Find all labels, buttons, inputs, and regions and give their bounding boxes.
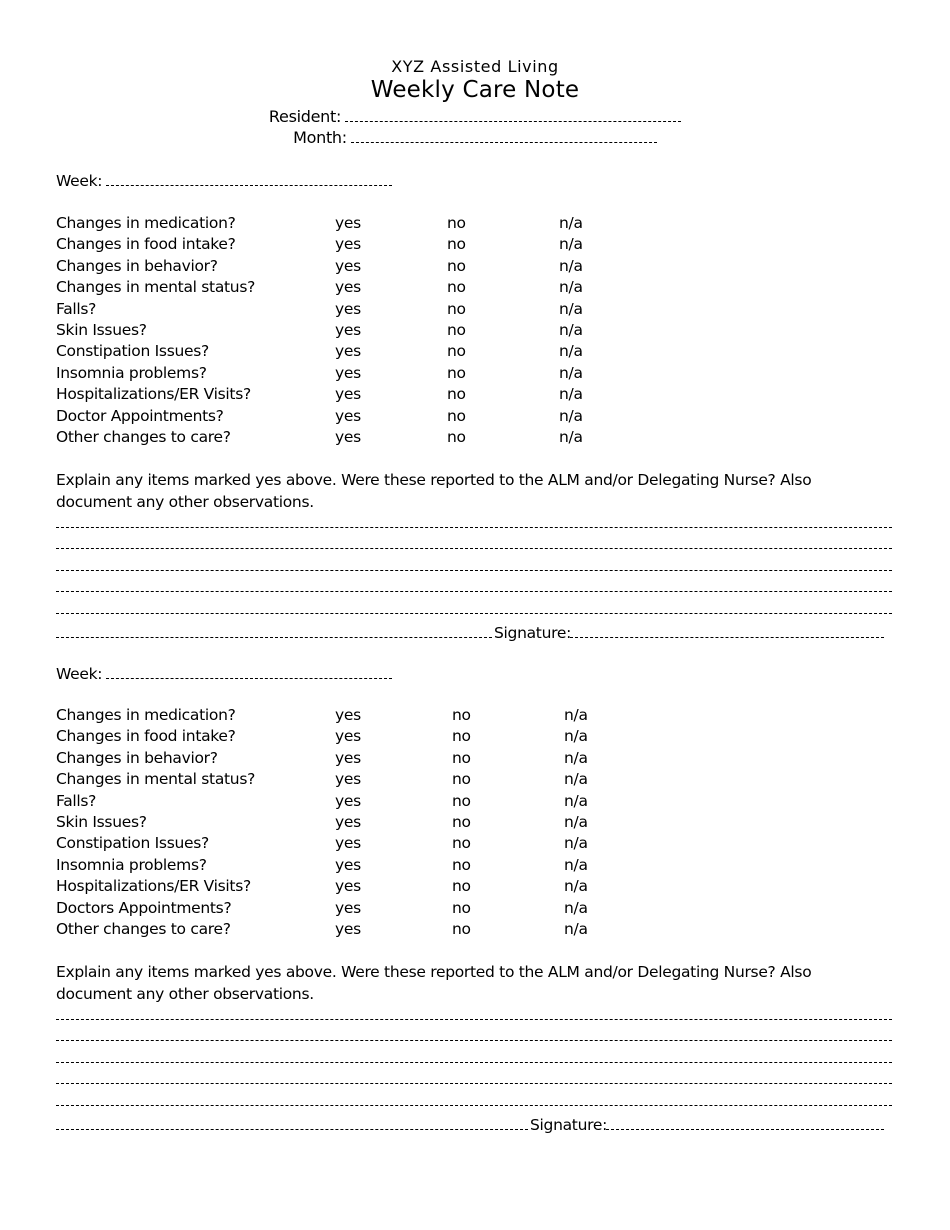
option-yes[interactable]: yes bbox=[335, 407, 361, 425]
option-na[interactable]: n/a bbox=[564, 727, 588, 745]
question-label: Constipation Issues? bbox=[56, 834, 209, 852]
option-yes[interactable]: yes bbox=[335, 834, 361, 852]
notes-line[interactable] bbox=[56, 1129, 528, 1130]
option-na[interactable]: n/a bbox=[559, 407, 583, 425]
question-label: Constipation Issues? bbox=[56, 342, 209, 360]
option-yes[interactable]: yes bbox=[335, 278, 361, 296]
option-na[interactable]: n/a bbox=[564, 749, 588, 767]
notes-line[interactable] bbox=[56, 527, 892, 528]
option-na[interactable]: n/a bbox=[559, 428, 583, 446]
option-yes[interactable]: yes bbox=[335, 706, 361, 724]
signature-label: Signature: bbox=[494, 624, 571, 642]
week-input-line[interactable] bbox=[106, 171, 392, 186]
option-na[interactable]: n/a bbox=[559, 364, 583, 382]
week-field-1 bbox=[56, 171, 392, 190]
option-na[interactable]: n/a bbox=[564, 856, 588, 874]
notes-line[interactable] bbox=[56, 1083, 892, 1084]
option-na[interactable]: n/a bbox=[559, 300, 583, 318]
week-label: Week: bbox=[56, 665, 103, 683]
signature-row-1 bbox=[56, 620, 886, 642]
question-label: Falls? bbox=[56, 792, 97, 810]
week-field-2 bbox=[56, 664, 392, 683]
month-input-line[interactable] bbox=[351, 128, 657, 143]
option-no[interactable]: no bbox=[452, 792, 471, 810]
option-na[interactable]: n/a bbox=[564, 813, 588, 831]
option-yes[interactable]: yes bbox=[335, 214, 361, 232]
option-yes[interactable]: yes bbox=[335, 727, 361, 745]
notes-line[interactable] bbox=[56, 548, 892, 549]
option-yes[interactable]: yes bbox=[335, 428, 361, 446]
option-no[interactable]: no bbox=[452, 727, 471, 745]
option-yes[interactable]: yes bbox=[335, 792, 361, 810]
option-na[interactable]: n/a bbox=[564, 920, 588, 938]
option-yes[interactable]: yes bbox=[335, 899, 361, 917]
resident-input-line[interactable] bbox=[345, 107, 681, 122]
month-label: Month: bbox=[293, 128, 347, 147]
page-title: Weekly Care Note bbox=[370, 77, 580, 103]
option-yes[interactable]: yes bbox=[335, 749, 361, 767]
option-no[interactable]: no bbox=[452, 920, 471, 938]
option-no[interactable]: no bbox=[447, 235, 466, 253]
explain-instructions-2: Explain any items marked yes above. Were these reported to the ALM and/or Delegating Nurse? Also document any other observations. bbox=[56, 963, 812, 1003]
notes-line[interactable] bbox=[56, 1105, 892, 1106]
resident-label: Resident: bbox=[268, 107, 342, 126]
option-yes[interactable]: yes bbox=[335, 920, 361, 938]
question-label: Hospitalizations/ER Visits? bbox=[56, 877, 251, 895]
option-no[interactable]: no bbox=[447, 278, 466, 296]
option-na[interactable]: n/a bbox=[559, 321, 583, 339]
notes-line[interactable] bbox=[56, 591, 892, 592]
question-label: Changes in behavior? bbox=[56, 749, 218, 767]
option-no[interactable]: no bbox=[447, 321, 466, 339]
option-no[interactable]: no bbox=[447, 385, 466, 403]
question-label: Falls? bbox=[56, 300, 97, 318]
option-na[interactable]: n/a bbox=[564, 834, 588, 852]
notes-line[interactable] bbox=[56, 613, 892, 614]
signature-row-2 bbox=[56, 1112, 886, 1134]
option-yes[interactable]: yes bbox=[335, 342, 361, 360]
option-na[interactable]: n/a bbox=[559, 214, 583, 232]
option-na[interactable]: n/a bbox=[559, 235, 583, 253]
notes-line[interactable] bbox=[56, 1040, 892, 1041]
question-label: Changes in mental status? bbox=[56, 770, 256, 788]
option-no[interactable]: no bbox=[447, 428, 466, 446]
question-label: Hospitalizations/ER Visits? bbox=[56, 385, 251, 403]
question-label: Changes in food intake? bbox=[56, 235, 236, 253]
option-no[interactable]: no bbox=[452, 706, 471, 724]
question-label: Skin Issues? bbox=[56, 813, 147, 831]
question-label: Other changes to care? bbox=[56, 920, 231, 938]
week-input-line[interactable] bbox=[106, 664, 392, 679]
option-na[interactable]: n/a bbox=[564, 899, 588, 917]
question-label: Doctor Appointments? bbox=[56, 407, 224, 425]
option-yes[interactable]: yes bbox=[335, 257, 361, 275]
option-yes[interactable]: yes bbox=[335, 877, 361, 895]
option-no[interactable]: no bbox=[452, 813, 471, 831]
signature-input-line[interactable] bbox=[570, 637, 884, 638]
option-no[interactable]: no bbox=[452, 856, 471, 874]
signature-label: Signature: bbox=[530, 1116, 607, 1134]
option-no[interactable]: no bbox=[452, 834, 471, 852]
question-label: Changes in food intake? bbox=[56, 727, 236, 745]
option-yes[interactable]: yes bbox=[335, 770, 361, 788]
option-yes[interactable]: yes bbox=[335, 300, 361, 318]
notes-line[interactable] bbox=[56, 1019, 892, 1020]
option-na[interactable]: n/a bbox=[564, 792, 588, 810]
organization-name: XYZ Assisted Living bbox=[391, 57, 559, 76]
week-label: Week: bbox=[56, 172, 103, 190]
option-na[interactable]: n/a bbox=[564, 706, 588, 724]
option-no[interactable]: no bbox=[447, 257, 466, 275]
option-na[interactable]: n/a bbox=[564, 770, 588, 788]
resident-field bbox=[0, 107, 950, 126]
option-na[interactable]: n/a bbox=[559, 278, 583, 296]
option-yes[interactable]: yes bbox=[335, 813, 361, 831]
option-no[interactable]: no bbox=[447, 214, 466, 232]
option-na[interactable]: n/a bbox=[559, 342, 583, 360]
question-label: Insomnia problems? bbox=[56, 856, 207, 874]
question-label: Other changes to care? bbox=[56, 428, 231, 446]
option-no[interactable]: no bbox=[452, 749, 471, 767]
explain-instructions-1: Explain any items marked yes above. Were these reported to the ALM and/or Delegating Nurse? Also document any other observations. bbox=[56, 471, 812, 511]
option-yes[interactable]: yes bbox=[335, 235, 361, 253]
question-label: Changes in medication? bbox=[56, 706, 236, 724]
month-field bbox=[0, 128, 950, 147]
option-yes[interactable]: yes bbox=[335, 321, 361, 339]
option-yes[interactable]: yes bbox=[335, 856, 361, 874]
question-label: Insomnia problems? bbox=[56, 364, 207, 382]
option-na[interactable]: n/a bbox=[559, 257, 583, 275]
option-na[interactable]: n/a bbox=[559, 385, 583, 403]
option-no[interactable]: no bbox=[447, 407, 466, 425]
notes-line[interactable] bbox=[56, 570, 892, 571]
option-no[interactable]: no bbox=[452, 770, 471, 788]
option-no[interactable]: no bbox=[452, 877, 471, 895]
question-label: Changes in medication? bbox=[56, 214, 236, 232]
question-label: Skin Issues? bbox=[56, 321, 147, 339]
question-label: Changes in behavior? bbox=[56, 257, 218, 275]
signature-input-line[interactable] bbox=[606, 1129, 884, 1130]
notes-line[interactable] bbox=[56, 637, 492, 638]
option-no[interactable]: no bbox=[447, 342, 466, 360]
notes-line[interactable] bbox=[56, 1062, 892, 1063]
option-yes[interactable]: yes bbox=[335, 385, 361, 403]
option-no[interactable]: no bbox=[447, 300, 466, 318]
question-label: Changes in mental status? bbox=[56, 278, 256, 296]
question-label: Doctors Appointments? bbox=[56, 899, 232, 917]
option-no[interactable]: no bbox=[452, 899, 471, 917]
option-no[interactable]: no bbox=[447, 364, 466, 382]
option-na[interactable]: n/a bbox=[564, 877, 588, 895]
option-yes[interactable]: yes bbox=[335, 364, 361, 382]
